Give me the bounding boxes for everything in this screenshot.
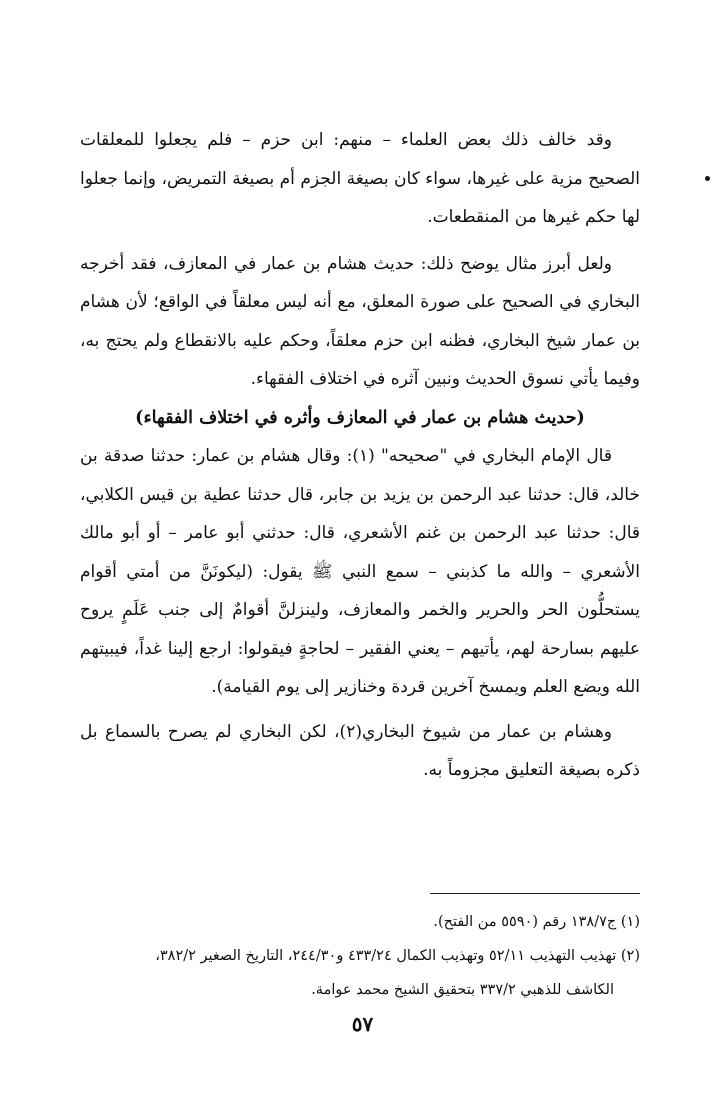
paragraph-hadith: قال الإمام البخاري في "صحيحه" (١): وقال هشام بن عمار: حدثنا صدقة بن خالد، قال: حدثنا عبد الرحمن بن يزيد بن جابر، قال حدثنا عطية بن قيس الكلابي، قال: حدثنا عبد الرحمن بن غنم الأشعري، قال: حدثني أبو عامر – أو أبو مالك الأشعري – والله ما كذبني – سمع النبي ﷺ يقول: (ليكونَنَّ من أمتي أقوام يستحلُّون الحر والحرير والخمر والمعازف، ولينزلنَّ أقوامٌ إلى جنب عَلَمٍ يروح عليهم بسارحة لهم، يأتيهم – يعني الفقير – لحاجةٍ فيقولوا: ارجع إلينا غداً، فيبيتهم الله ويضع العلم ويمسخ آخرين قردة وخنازير إلى يوم القيامة). <box>80 446 640 697</box>
paragraph-disagreement: وقد خالف ذلك بعض العلماء – منهم: ابن حزم – فلم يجعلوا للمعلقات الصحيح مزية على غيرها، سواء كان بصيغة الجزم أم بصيغة التمريض، وإنما جعلوا لها حكم غيرها من المنقطعات. <box>80 130 640 227</box>
page-number: ٥٧ <box>351 1012 374 1036</box>
footnote-2-continuation: الكاشف للذهبي ٣٣٧/٢ بتحقيق الشيخ محمد عوامة. <box>311 982 614 998</box>
footnote-1: (١) ج١٣٨/٧ رقم (٥٥٩٠ من الفتح). <box>433 914 640 930</box>
paragraph-example: ولعل أبرز مثال يوضح ذلك: حديث هشام بن عمار في المعازف، فقد أخرجه البخاري في الصحيح على صورة المعلق، مع أنه ليس معلقاً في الواقع؛ لأن هشام بن عمار شيخ البخاري، فظنه ابن حزم معلقاً، وحكم عليه بالانقطاع ولم يحتج به، وفيما يأتي نسوق الحديث ونبين آثره في اختلاف الفقهاء. <box>80 253 640 389</box>
footnote-separator <box>430 893 640 894</box>
paragraph-hisham: وهشام بن عمار من شيوخ البخاري(٢)، لكن البخاري لم يصرح بالسماع بل ذكره بصيغة التعليق مجزوماً به. <box>80 721 640 780</box>
footnote-2: (٢) تهذيب التهذيب ٥٢/١١ وتهذيب الكمال ٤٣٣/٢٤ و٢٤٤/٣٠، التاريخ الصغير ٣٨٢/٢، <box>155 948 640 964</box>
main-text <box>80 121 640 790</box>
footnotes <box>80 905 640 1007</box>
margin-dot <box>705 176 710 181</box>
section-heading: (حديث هشام بن عمار في المعازف وأثره في اختلاف الفقهاء) <box>135 407 585 428</box>
